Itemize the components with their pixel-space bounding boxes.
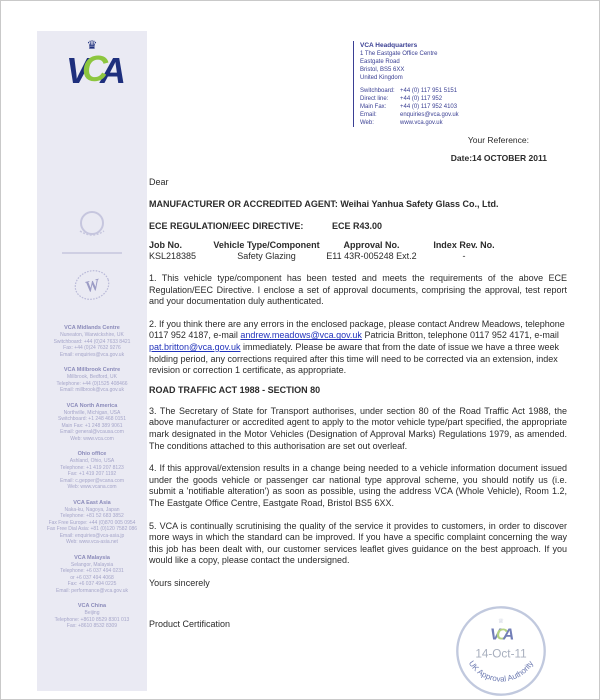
office-name: Ohio office xyxy=(77,451,107,457)
approval-stamp xyxy=(454,604,548,698)
col-header-approval-no: Approval No. xyxy=(343,240,400,250)
hq-contacts xyxy=(360,87,483,127)
office-line: or +6 037 494 4068 xyxy=(70,574,114,581)
office-line: Fax: +1 419 207 1192 xyxy=(67,471,117,477)
col-header-index-rev: Index Rev. No. xyxy=(433,240,495,250)
svg-text:W: W xyxy=(83,276,102,297)
office-line: Web: www.vca.com xyxy=(70,435,114,442)
contact-row xyxy=(360,103,483,111)
col-header-vehicle-type: Vehicle Type/Component xyxy=(213,240,320,250)
stamp-date: 14-Oct-11 xyxy=(475,647,527,661)
directive-label: ECE REGULATION/EEC DIRECTIVE: xyxy=(149,221,304,231)
paragraph-1: 1. This vehicle type/component has been tested and meets the requirements of the above ECE Regulation/EEC Directive. I enclose a set of approval documents, comprising the approval, test report and your documentation duly authenticated. xyxy=(149,273,567,307)
contact-value: enquiries@vca.gov.uk xyxy=(400,112,459,118)
vca-logo-text xyxy=(66,48,118,91)
office-line: Telephone: +44 (0)1525 408466 xyxy=(56,380,128,387)
office-line: Email: performance@vca.gov.uk xyxy=(56,587,128,594)
vehicle-type-value: Safety Glazing xyxy=(237,251,296,261)
office-line: Fax: +44 (0)24 7632 9276 xyxy=(63,345,121,351)
office-line: Selangor, Malaysia xyxy=(70,561,114,568)
contact-row xyxy=(360,87,483,95)
contact-label: Email: xyxy=(360,112,377,118)
office-line: Email: millbrook@vca.gov.uk xyxy=(60,387,124,393)
office-line: Web: www.vcana.com xyxy=(67,484,117,490)
hq-address-line: 1 The Eastgate Office Centre xyxy=(360,51,438,57)
paragraph-2-text: Patricia Britton, telephone 0117 952 4171, e-mail xyxy=(361,330,559,341)
paragraph-2-text: 2. If you think there are any errors in the enclosed package, please contact Andrew Meadows, telephone 0117 952 4187, e-mail xyxy=(149,318,565,341)
office-line: Email: enquiries@vca-asia.jp xyxy=(59,532,125,539)
wreath-caption xyxy=(62,252,122,254)
product-certification-line: Product Certification xyxy=(149,618,231,629)
contact-label: Main Fax: xyxy=(360,104,387,110)
job-table xyxy=(149,240,567,262)
contact-label: Switchboard: xyxy=(360,88,395,94)
job-no-value: KSL218385 xyxy=(149,251,197,261)
office-line: Northville, Michigan, USA xyxy=(63,409,121,416)
office-list xyxy=(37,325,147,630)
office-east-asia xyxy=(37,500,147,546)
contact-value: www.vca.gov.uk xyxy=(400,120,443,126)
closing-line: Yours sincerely xyxy=(149,577,210,588)
stamp-arc-text: UK Approval Authority xyxy=(466,659,536,684)
paragraph-2-text: immediately. Please be aware that from the date of issue we have a three week holding period, any corrections required after this time will need to be corrected via an extension, index revision or correction 1 certificate, as appropriate. xyxy=(149,341,560,376)
office-line: Fax: +8610 8532 8309 xyxy=(66,623,118,629)
manufacturer-line: MANUFACTURER OR ACCREDITED AGENT: Weihai Yanhua Safety Glass Co., Ltd. xyxy=(149,199,499,209)
vca-logo xyxy=(37,39,147,91)
stamp-crown-icon: ♕ xyxy=(498,616,504,625)
email-link-andrew-meadows[interactable]: andrew.meadows@vca.gov.uk xyxy=(240,330,362,341)
office-line: Telephone: +81 52 683 3852 xyxy=(60,513,124,519)
office-line: Fax Free Europe: +44 (0)870 005 0954 xyxy=(48,519,136,526)
office-line: Telephone: +6 037 494 0231 xyxy=(60,568,124,574)
office-line: Fax Free Dial Asia: +81 (0)120 7582 086 xyxy=(46,526,138,532)
office-line: Email: enquiries@vca.gov.uk xyxy=(59,351,125,358)
office-line: Millbrook, Bedford, UK xyxy=(66,374,118,380)
your-reference-label: Your Reference: xyxy=(467,135,529,145)
reference-block xyxy=(149,135,567,163)
headquarters-address xyxy=(353,41,483,127)
office-name: VCA China xyxy=(77,603,107,609)
contact-row xyxy=(360,119,483,127)
directive-line xyxy=(149,221,567,231)
contact-label: Direct line: xyxy=(360,96,389,102)
office-name: VCA Midlands Centre xyxy=(64,325,120,331)
office-line: Switchboard: +1 248 468 0151 xyxy=(58,416,126,422)
office-line: Switchboard: +44 (0)24 7633 8421 xyxy=(53,338,131,345)
office-name: VCA East Asia xyxy=(73,499,111,506)
contact-value: +44 (0) 117 952 xyxy=(400,96,443,102)
logo-letter-c: C xyxy=(82,48,100,89)
paragraph-3: 3. The Secretary of State for Transport authorises, under section 80 of the Road Traffic Act 1988, the above manufacturer or accredited agent to apply to the motor vehicle type/part specified, the appropriate mark designated in the Motor Vehicles (Designation of Approval Marks) Regulations 1979, as amended. The conditions attached to this authorisation are set out overleaf. xyxy=(149,405,567,451)
contact-row xyxy=(360,111,483,119)
office-line: Beijing xyxy=(84,610,100,616)
letter-body xyxy=(149,31,567,629)
office-line: Telephone: +1 419 207 8123 xyxy=(60,464,124,471)
crown-icon: ♛ xyxy=(86,38,98,52)
office-line: Web: www.vca-asia.net xyxy=(66,539,118,545)
office-name: VCA Millbrook Centre xyxy=(63,367,121,373)
contact-value: +44 (0) 117 951 5151 xyxy=(400,88,458,94)
contact-row xyxy=(360,95,483,103)
contact-value: +44 (0) 117 952 4103 xyxy=(400,104,458,110)
investors-in-people-logo xyxy=(37,264,147,311)
salutation: Dear xyxy=(149,177,169,187)
index-rev-value: - xyxy=(462,251,466,261)
stamp-vca-text: VCA xyxy=(490,626,512,644)
office-line: Telephone: +8610 8529 8301 013 xyxy=(54,616,130,623)
office-millbrook xyxy=(37,367,147,394)
directive-value: ECE R43.00 xyxy=(332,221,383,231)
logo-letter-a: A xyxy=(100,50,118,91)
wreath-logo xyxy=(37,209,147,254)
office-line: Main Fax: +1 248 389 9061 xyxy=(61,422,123,429)
office-line: Naka-ku, Nagoya, Japan xyxy=(64,506,120,513)
office-line: Email: general@vcausa.com xyxy=(60,429,124,435)
approval-no-value: E11 43R-005248 Ext.2 xyxy=(326,251,417,261)
contact-label: Web: xyxy=(360,120,374,126)
paragraph-2 xyxy=(149,319,567,377)
office-name: VCA Malaysia xyxy=(74,554,110,561)
office-name: VCA North America xyxy=(66,402,118,409)
office-line: Nuneaton, Warwickshire, UK xyxy=(60,332,124,338)
office-malaysia xyxy=(37,555,147,595)
office-line: Ashland, Ohio, USA xyxy=(69,458,115,464)
paragraph-4: 4. If this approval/extension results in a change being needed to a vehicle information document issued under the goods vehicle or passenger car national type approval scheme, you should notify us (i.e. submit a 'notifiable alteration') as soon as possible, using the address VCA (Whole Vehicle), Room 1.2, The Eastgate Office Centre, Eastgate Road, Bristol BS5 6XX. xyxy=(149,463,567,508)
office-line: Fax: +6 037 494 0225 xyxy=(67,581,117,587)
office-midlands xyxy=(37,325,147,358)
hq-address-line: Bristol, BS5 6XX xyxy=(360,67,405,73)
office-line: Email: c.gepper@vcana.com xyxy=(60,477,124,484)
paragraph-5: 5. VCA is continually scrutinising the quality of the service it provides to customers, in order to discover more ways in which the standard can be improved. If you have a specific complaint concerning the way this job has been dealt with, our customer services leaflet gives guidance on the best approach. If you would like a copy, please contact the undersigned. xyxy=(149,520,567,566)
hq-address-line: Eastgate Road xyxy=(360,59,400,65)
date-line: Date:14 OCTOBER 2011 xyxy=(450,153,547,163)
email-link-pat-britton[interactable]: pat.britton@vca.gov.uk xyxy=(149,341,241,352)
logo-letter-v: V xyxy=(65,50,82,91)
road-traffic-act-heading: ROAD TRAFFIC ACT 1988 - SECTION 80 xyxy=(149,384,321,395)
office-north-america xyxy=(37,403,147,443)
hq-address-line: United Kingdom xyxy=(360,75,403,81)
col-header-job-no: Job No. xyxy=(149,240,182,250)
hq-name: VCA Headquarters xyxy=(360,42,418,49)
office-ohio xyxy=(37,451,147,491)
office-china xyxy=(37,603,147,630)
sidebar xyxy=(37,31,147,691)
